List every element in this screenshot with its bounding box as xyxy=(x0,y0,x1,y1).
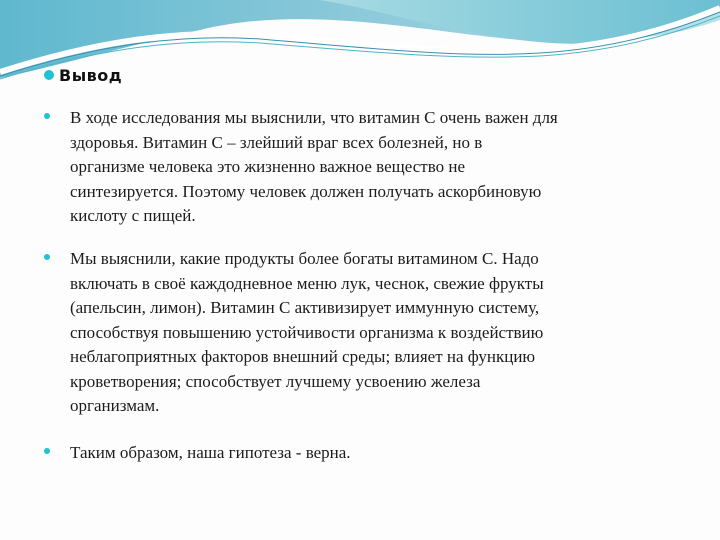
text-line: организмам. xyxy=(70,396,160,415)
text-line: здоровья. Витамин С – злейший враг всех болезней, но в xyxy=(70,132,483,152)
text-line: синтезируется. Поэтому человек должен получать аскорбиновую xyxy=(70,181,542,201)
bullet-item xyxy=(44,441,684,466)
text-line: неблагоприятных факторов внешний среды; влияет на функцию xyxy=(70,347,536,366)
text-line: В ходе исследования мы выяснили, что витамин С очень важен для xyxy=(70,108,558,127)
text-line: (апельсин, лимон). Витамин С активизирует иммунную систему, xyxy=(70,298,540,317)
text-line: кислоту с пищей. xyxy=(70,206,196,225)
text-line: способствуя повышению устойчивости организма к воздействию xyxy=(70,322,544,342)
text-line: Мы выяснили, какие продукты более богаты витамином С. Надо xyxy=(70,249,539,268)
bullet-icon xyxy=(44,113,50,119)
bullet-item xyxy=(44,106,684,229)
text-line: включать в своё каждодневное меню лук, чеснок, свежие фрукты xyxy=(70,273,544,293)
text-line: кроветворения; способствует лучшему усвоению железа xyxy=(70,371,481,391)
title-text: Вывод xyxy=(59,66,123,85)
text-line: организме человека это жизненно важное вещество не xyxy=(70,157,465,176)
bullet-icon xyxy=(44,448,50,454)
bullet-item xyxy=(44,247,684,419)
bullet-icon xyxy=(44,254,50,260)
text-line: Таким образом, наша гипотеза - верна. xyxy=(70,443,351,462)
bullet-icon xyxy=(44,70,54,80)
slide-title xyxy=(44,66,122,85)
